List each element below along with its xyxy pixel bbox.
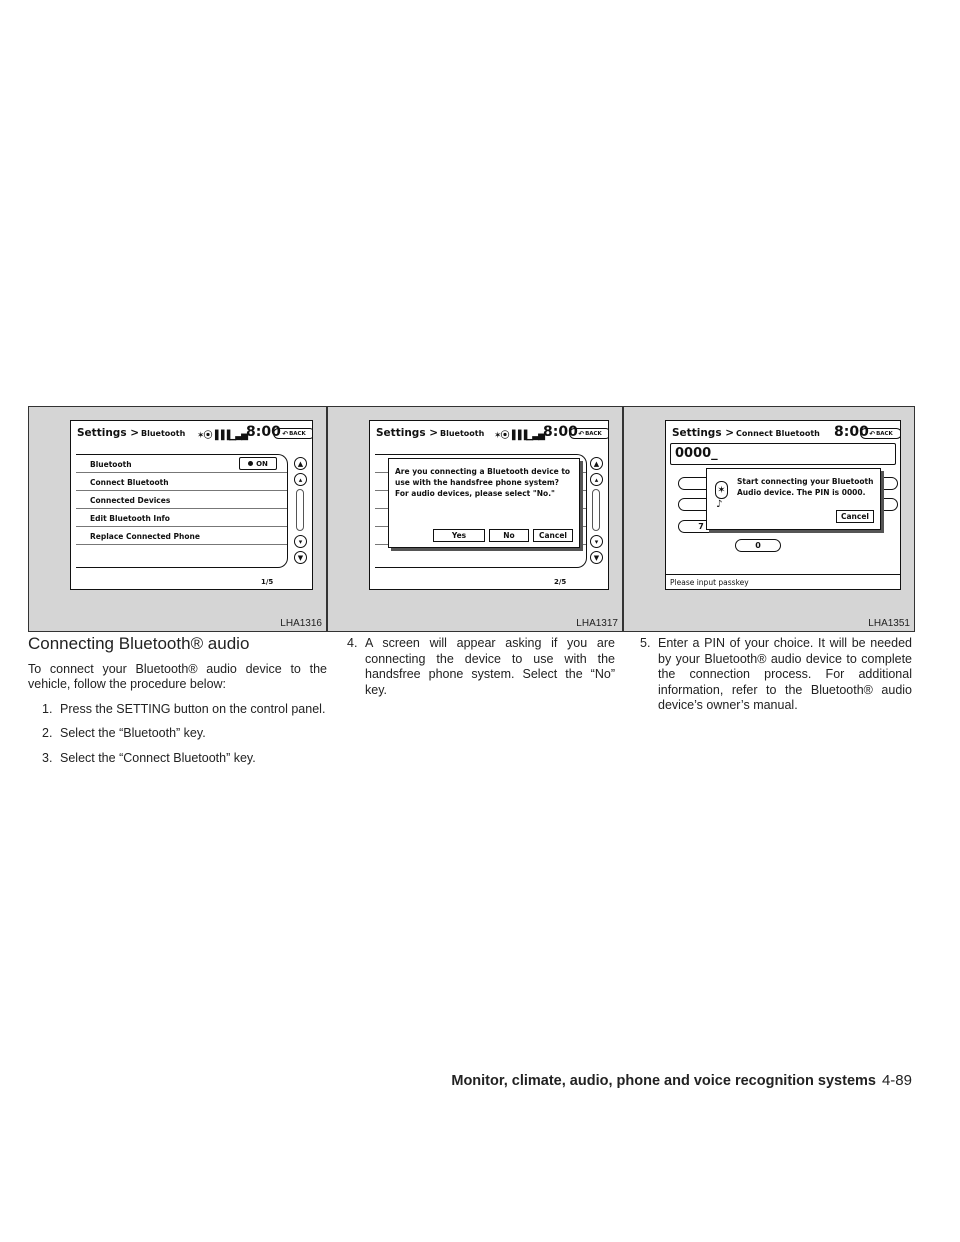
page-number: 4-89: [881, 1072, 912, 1089]
no-button[interactable]: No: [489, 529, 529, 542]
scroll-up-icon[interactable]: ▴: [294, 473, 307, 486]
back-button[interactable]: ↶ BACK: [569, 428, 609, 439]
chapter-title: Monitor, climate, audio, phone and voice recognition systems: [451, 1073, 876, 1089]
bluetooth-on-toggle[interactable]: ON: [239, 457, 277, 470]
dialog-line: Are you connecting a Bluetooth device to: [395, 467, 571, 476]
section-heading: Connecting Bluetooth® audio: [28, 634, 250, 653]
text-column-2: [347, 636, 615, 707]
scroll-down-icon[interactable]: ▾: [590, 535, 603, 548]
scroll-track[interactable]: [592, 489, 600, 531]
text-column-1: [28, 636, 327, 775]
scroll-up-icon[interactable]: ▴: [590, 473, 603, 486]
scrollbar[interactable]: [588, 457, 606, 563]
menu-item-edit-bluetooth-info[interactable]: Edit Bluetooth Info: [76, 509, 287, 527]
scroll-top-icon[interactable]: ▲: [590, 457, 603, 470]
step-3: 3. Select the “Connect Bluetooth” key.: [42, 750, 256, 765]
figure-code: LHA1351: [868, 618, 910, 629]
scroll-top-icon[interactable]: ▲: [294, 457, 307, 470]
menu-item-bluetooth[interactable]: Bluetooth ON: [76, 455, 287, 473]
screen-title: Settings > Connect Bluetooth: [672, 427, 820, 439]
cancel-button[interactable]: Cancel: [533, 529, 573, 542]
figure-connect-dialog: [327, 406, 623, 632]
step-1: 1. Press the SETTING button on the control panel.: [42, 701, 326, 716]
text-column-3: [640, 636, 912, 723]
bluetooth-icon: ✶: [715, 481, 728, 499]
keypad-key-7[interactable]: 7: [678, 520, 724, 533]
back-arrow-icon: ↶: [869, 429, 876, 438]
scroll-bottom-icon[interactable]: ▼: [590, 551, 603, 564]
dialog-line: For audio devices, please select "No.": [395, 489, 555, 498]
scrollbar[interactable]: [292, 457, 310, 563]
clock: 8:00: [246, 424, 281, 440]
status-icons: ✶⦿▐▐▐▁▃▅: [494, 431, 545, 441]
scroll-bottom-icon[interactable]: ▼: [294, 551, 307, 564]
step-2: 2. Select the “Bluetooth” key.: [42, 726, 206, 740]
step-4: 4. A screen will appear asking if you are connecting the device to use with the handsfree phone system. Select the “No” key.: [347, 636, 615, 697]
handsfree-question-dialog: [388, 458, 580, 548]
back-button[interactable]: ↶ BACK: [860, 428, 901, 439]
intro-paragraph: To connect your Bluetooth® audio device to the vehicle, follow the procedure below:: [28, 661, 327, 691]
screen-title: Settings > Bluetooth: [376, 427, 485, 439]
pin-input[interactable]: 0000_: [670, 443, 896, 465]
footer-divider: [666, 574, 900, 575]
menu-item-replace-connected-phone[interactable]: Replace Connected Phone: [76, 527, 287, 545]
pin-info-dialog: [706, 468, 881, 530]
screen-bluetooth-menu: [70, 420, 313, 590]
dialog-line: use with the handsfree phone system?: [395, 478, 560, 487]
figure-code: LHA1317: [576, 618, 618, 629]
screen-header: [370, 421, 608, 448]
page-indicator: 1/5: [261, 578, 274, 586]
page-footer: [424, 1072, 912, 1089]
clock: 8:00: [834, 424, 869, 440]
back-button[interactable]: ↶ BACK: [273, 428, 313, 439]
figure-code: LHA1316: [280, 618, 322, 629]
scroll-track[interactable]: [296, 489, 304, 531]
page-indicator: 2/5: [554, 578, 567, 586]
yes-button[interactable]: Yes: [433, 529, 485, 542]
menu-list: [76, 454, 288, 568]
cancel-button[interactable]: Cancel: [836, 510, 874, 523]
status-icons: ✶⦿▐▐▐▁▃▅: [197, 431, 248, 441]
passkey-prompt: Please input passkey: [670, 578, 749, 587]
music-note-icon: ♪: [716, 499, 723, 510]
screen-passkey-input: [665, 420, 901, 590]
figure-bluetooth-settings: [28, 406, 327, 632]
menu-item-connected-devices[interactable]: Connected Devices: [76, 491, 287, 509]
screen-connect-question: [369, 420, 609, 590]
back-arrow-icon: ↶: [282, 429, 289, 438]
clock: 8:00: [543, 424, 578, 440]
scroll-down-icon[interactable]: ▾: [294, 535, 307, 548]
figure-pin-entry: [623, 406, 915, 632]
dialog-line: Audio device. The PIN is 0000.: [737, 488, 866, 497]
indicator-dot-icon: [248, 461, 253, 466]
back-arrow-icon: ↶: [578, 429, 585, 438]
screen-header: [71, 421, 312, 448]
keypad-key-0[interactable]: 0: [735, 539, 781, 552]
step-5: 5. Enter a PIN of your choice. It will be needed by your Bluetooth® audio device to complete the connection process. For additional information, refer to the Bluetooth® audio device’s owner’s manual.: [640, 636, 912, 712]
screen-title: Settings > Bluetooth: [77, 427, 186, 439]
dialog-line: Start connecting your Bluetooth: [737, 477, 874, 486]
menu-item-connect-bluetooth[interactable]: Connect Bluetooth: [76, 473, 287, 491]
